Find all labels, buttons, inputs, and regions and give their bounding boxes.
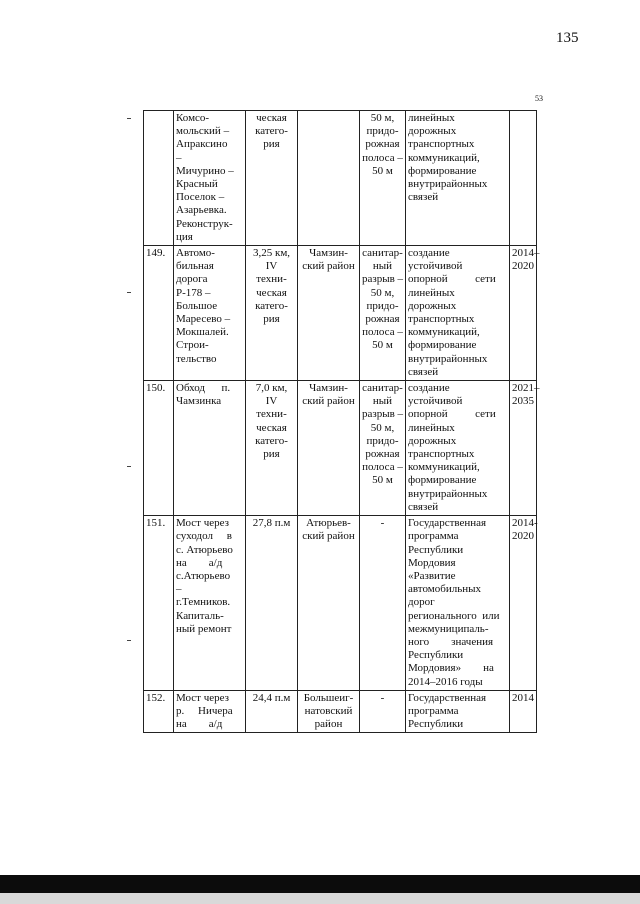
cell-line: с.Атюрьево bbox=[176, 569, 231, 582]
cell-line: Чамзин- bbox=[309, 247, 348, 260]
cell-line: рожная bbox=[365, 313, 400, 326]
purpose-cell bbox=[406, 381, 510, 516]
cell-line: внутрирайонных bbox=[408, 487, 488, 500]
parameters-cell bbox=[246, 516, 298, 691]
cell-line: Чамзинка bbox=[176, 395, 222, 408]
cell-line: придо- bbox=[366, 299, 399, 312]
cell-line: рожная bbox=[365, 448, 400, 461]
zone-cell bbox=[360, 381, 406, 516]
cell-line: коммуникаций, bbox=[408, 461, 480, 474]
cell-line: внутрирайонных bbox=[408, 352, 488, 365]
cell-line: ческая bbox=[256, 112, 287, 124]
margin-mark bbox=[127, 118, 131, 119]
cell-line: 50 м bbox=[372, 339, 393, 352]
location-cell bbox=[298, 246, 360, 381]
cell-line: полоса – bbox=[362, 151, 403, 164]
cell-line: ский район bbox=[302, 395, 355, 408]
cell-line: полоса – bbox=[362, 326, 403, 339]
term-cell bbox=[510, 690, 537, 733]
cell-line: «Развитие bbox=[408, 569, 456, 582]
cell-line: район bbox=[314, 718, 343, 731]
cell-line: мольский – bbox=[176, 125, 230, 138]
cell-line: Большое bbox=[176, 299, 218, 312]
sub-page-number: 53 bbox=[535, 94, 543, 103]
cell-line: транспортных bbox=[408, 138, 475, 151]
cell-line: 27,8 п.м bbox=[252, 517, 291, 530]
cell-line: формирование bbox=[408, 164, 477, 177]
page-number: 135 bbox=[556, 30, 579, 46]
cell-line: формирование bbox=[408, 339, 477, 352]
cell-line: программа bbox=[408, 530, 459, 543]
object-name-cell bbox=[174, 690, 246, 733]
cell-line: р. Ничера bbox=[176, 704, 233, 717]
location-cell bbox=[298, 516, 360, 691]
cell-line: Республики bbox=[408, 649, 464, 662]
cell-line: дорожных bbox=[408, 434, 457, 447]
cell-line: 50 м bbox=[372, 164, 393, 177]
cell-line: санитар- bbox=[362, 382, 403, 395]
cell-line: Апраксино bbox=[176, 138, 228, 151]
cell-line: 3,25 км, bbox=[252, 247, 291, 260]
cell-line: ный bbox=[372, 395, 393, 408]
cell-line: техни- bbox=[256, 408, 287, 421]
cell-line: разрыв – bbox=[362, 273, 404, 286]
object-name-cell bbox=[174, 246, 246, 381]
row-number-cell bbox=[144, 111, 174, 246]
cell-line: ческая bbox=[256, 286, 287, 299]
cell-line: на а/д bbox=[176, 718, 223, 731]
roads-table bbox=[143, 110, 540, 733]
cell-line: устойчивой bbox=[408, 260, 463, 273]
margin-mark bbox=[127, 292, 131, 293]
cell-line: дорожных bbox=[408, 125, 457, 138]
cell-line: Чамзин- bbox=[309, 382, 348, 395]
cell-line: Р-178 – bbox=[176, 286, 211, 299]
cell-line: Мичурино – bbox=[176, 164, 234, 177]
cell-line: ный bbox=[372, 260, 393, 273]
object-name-cell bbox=[174, 516, 246, 691]
cell-line: линейных bbox=[408, 286, 455, 299]
cell-line: катего- bbox=[255, 434, 288, 447]
cell-line: опорной сети bbox=[408, 408, 496, 421]
cell-line: Строи- bbox=[176, 339, 209, 352]
cell-line: устойчивой bbox=[408, 395, 463, 408]
cell-line: дорожных bbox=[408, 299, 457, 312]
scan-border-bar bbox=[0, 875, 640, 893]
object-name-cell bbox=[174, 111, 246, 246]
cell-line: техни- bbox=[256, 273, 287, 286]
cell-line: ческая bbox=[256, 421, 287, 434]
cell-line: - bbox=[380, 517, 385, 530]
cell-line: разрыв – bbox=[362, 408, 404, 421]
cell-line: Реконструк- bbox=[176, 217, 233, 230]
row-number-cell: 151. bbox=[144, 516, 174, 691]
cell-line: 2014- bbox=[512, 517, 538, 530]
cell-line: ский район bbox=[302, 530, 355, 543]
cell-line: с. Атюрьево bbox=[176, 543, 233, 556]
table-row bbox=[144, 111, 537, 246]
cell-line: Красный bbox=[176, 178, 218, 191]
cell-line: ский район bbox=[302, 260, 355, 273]
cell-line: программа bbox=[408, 704, 459, 717]
cell-line: линейных bbox=[408, 112, 455, 124]
term-cell bbox=[510, 246, 540, 381]
cell-line: ного значения bbox=[408, 635, 494, 648]
location-cell bbox=[298, 381, 360, 516]
cell-line: Мокшалей. bbox=[176, 326, 229, 339]
cell-line: межмуниципаль- bbox=[408, 622, 489, 635]
margin-mark bbox=[127, 640, 131, 641]
cell-line: рия bbox=[263, 313, 280, 326]
cell-line: Республики bbox=[408, 543, 464, 556]
cell-line: Государственная bbox=[408, 691, 487, 704]
cell-line: создание bbox=[408, 247, 450, 260]
cell-line: 2035 bbox=[512, 395, 534, 408]
cell-line: 50 м bbox=[372, 474, 393, 487]
location-cell bbox=[298, 690, 360, 733]
cell-line: Большеиг- bbox=[303, 691, 354, 704]
cell-line: 2020 bbox=[512, 260, 534, 273]
purpose-cell bbox=[406, 516, 510, 691]
row-number-cell: 150. bbox=[144, 381, 174, 516]
cell-line: Маресево – bbox=[176, 313, 231, 326]
cell-line: Мост через bbox=[176, 691, 229, 704]
cell-line: бильная bbox=[176, 260, 214, 273]
cell-line: 24,4 п.м bbox=[252, 691, 291, 704]
cell-line: Обход п. bbox=[176, 382, 231, 395]
table-row bbox=[144, 690, 537, 733]
cell-line: транспортных bbox=[408, 313, 475, 326]
cell-line: коммуникаций, bbox=[408, 151, 480, 164]
cell-line: 50 м, bbox=[370, 286, 395, 299]
cell-line: Атюрьев- bbox=[306, 517, 351, 530]
term-cell bbox=[510, 516, 537, 691]
cell-line: Мордовия bbox=[408, 556, 456, 569]
cell-line: суходол в bbox=[176, 530, 232, 543]
purpose-cell bbox=[406, 111, 510, 246]
cell-line: 2014– bbox=[512, 247, 540, 260]
row-number-cell: 152. bbox=[144, 690, 174, 733]
term-cell bbox=[510, 381, 540, 516]
parameters-cell bbox=[246, 381, 298, 516]
cell-line: связей bbox=[408, 365, 439, 378]
cell-line: 50 м, bbox=[370, 112, 395, 124]
cell-line: - bbox=[380, 691, 385, 704]
cell-line: придо- bbox=[366, 125, 399, 138]
cell-line: санитар- bbox=[362, 247, 403, 260]
cell-line: 2014–2016 годы bbox=[408, 675, 483, 688]
cell-line: рожная bbox=[365, 138, 400, 151]
cell-line: тельство bbox=[176, 352, 217, 365]
cell-line: Государственная bbox=[408, 517, 487, 530]
cell-line: катего- bbox=[255, 125, 288, 138]
cell-line: Автомо- bbox=[176, 247, 215, 260]
cell-line: рия bbox=[263, 138, 280, 151]
cell-line: связей bbox=[408, 191, 439, 204]
cell-line: – bbox=[176, 151, 182, 164]
cell-line: линейных bbox=[408, 421, 455, 434]
cell-line: Капиталь- bbox=[176, 609, 224, 622]
parameters-cell bbox=[246, 690, 298, 733]
cell-line: Мордовия» на bbox=[408, 662, 494, 675]
cell-line: 7,0 км, bbox=[255, 382, 288, 395]
cell-line: катего- bbox=[255, 299, 288, 312]
cell-line: связей bbox=[408, 500, 439, 513]
cell-line: создание bbox=[408, 382, 450, 395]
cell-line: Мост через bbox=[176, 517, 229, 530]
cell-line: Азарьевка. bbox=[176, 204, 227, 217]
cell-line: 2021– bbox=[512, 382, 540, 395]
cell-line: полоса – bbox=[362, 461, 403, 474]
table-row bbox=[144, 246, 537, 381]
parameters-cell bbox=[246, 246, 298, 381]
cell-line: ный ремонт bbox=[176, 622, 232, 635]
row-number-cell: 149. bbox=[144, 246, 174, 381]
cell-line: натовский bbox=[304, 704, 353, 717]
cell-line: на а/д bbox=[176, 556, 223, 569]
cell-line: формирование bbox=[408, 474, 477, 487]
parameters-cell bbox=[246, 111, 298, 246]
cell-line: транспортных bbox=[408, 448, 475, 461]
cell-line: IV bbox=[265, 260, 278, 273]
cell-line: Комсо- bbox=[176, 112, 210, 124]
cell-line: дорог bbox=[408, 596, 435, 609]
table-row bbox=[144, 516, 537, 691]
table-row bbox=[144, 381, 537, 516]
zone-cell bbox=[360, 690, 406, 733]
cell-line: Республики bbox=[408, 718, 464, 731]
scan-border-shadow bbox=[0, 893, 640, 904]
term-cell bbox=[510, 111, 537, 246]
cell-line: регионального или bbox=[408, 609, 500, 622]
cell-line: Поселок – bbox=[176, 191, 225, 204]
cell-line: IV bbox=[265, 395, 278, 408]
margin-mark bbox=[127, 466, 131, 467]
zone-cell bbox=[360, 246, 406, 381]
cell-line: придо- bbox=[366, 434, 399, 447]
cell-line: внутрирайонных bbox=[408, 178, 488, 191]
cell-line: – bbox=[176, 583, 182, 596]
cell-line: 2014 bbox=[512, 691, 534, 704]
cell-line: г.Темников. bbox=[176, 596, 231, 609]
zone-cell bbox=[360, 516, 406, 691]
location-cell bbox=[298, 111, 360, 246]
cell-line: автомобильных bbox=[408, 583, 481, 596]
cell-line: рия bbox=[263, 448, 280, 461]
purpose-cell bbox=[406, 246, 510, 381]
cell-line: опорной сети bbox=[408, 273, 496, 286]
cell-line: коммуникаций, bbox=[408, 326, 480, 339]
cell-line: 2020 bbox=[512, 530, 534, 543]
purpose-cell bbox=[406, 690, 510, 733]
zone-cell bbox=[360, 111, 406, 246]
cell-line: 50 м, bbox=[370, 421, 395, 434]
object-name-cell bbox=[174, 381, 246, 516]
cell-line: ция bbox=[176, 230, 193, 243]
cell-line: дорога bbox=[176, 273, 208, 286]
